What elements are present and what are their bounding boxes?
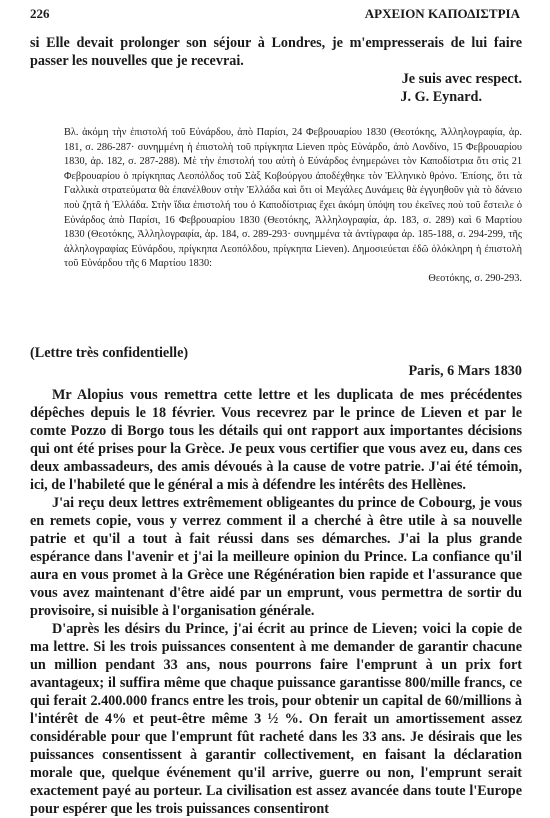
editor-note-source: Θεοτόκης, σ. 290-293. <box>428 272 522 284</box>
letter-paragraph: J'ai reçu deux lettres extrêmement obligeantes du prince de Cobourg, je vous en remets copie, vous y verrez comment il a cherché à être utile à sa nouvelle patrie et qu'il a tout à fait réussi dans ses démarches. J'ai la plus grande espérance dans l'avenir et j'ai la meilleure opinion du Prince. La confiance qu'il aura en vous promet à la Grèce une Régénération bien rapide et l'assurance que vous avez maintenant d'être aidé par un emprunt, vous permettra de sortir du provisoire, si nuisible à l'organisation générale. <box>30 495 522 619</box>
signature: J. G. Eynard. <box>400 89 482 105</box>
letter-heading-block <box>30 344 522 380</box>
closing-formula: Je suis avec respect. <box>401 71 522 87</box>
letter-heading: (Lettre très confidentielle) <box>30 345 189 361</box>
page-number: 226 <box>30 6 50 21</box>
previous-letter-ending <box>30 34 522 106</box>
previous-letter-text: si Elle devait prolonger son séjour à Londres, je m'empresserais de lui faire passer les nouvelles que je recevrai. <box>30 35 522 69</box>
page-header <box>30 6 520 22</box>
editor-note-text: Βλ. ἀκόμη τὴν ἐπιστολή τοῦ Εὐνάρδου, ἀπὸ Παρίσι, 24 Φεβρουαρίου 1830 (Θεοτόκης, Ἀλληλογραφία, ἀρ. 181, σ. 286-287· συνημμένη ἡ ἐπιστολὴ τοῦ πρίγκηπα Lieven πρὸς Εὐνάρδο, ἀπὸ Λονδίνο, 15 Φεβρουαρίου 1830, ἀρ. 182, σ. 287-288). Μὲ τὴν ἐπιστολή του αὐτὴ ὁ Εὐνάρδος ἐνημερώνει τὸν Καποδίστρια ὅτι στὶς 21 Φεβρουαρίου ὁ πρίγκηπας Λεοπόλδος τοῦ Σὰξ Κοβούργου ἀποδέχθηκε τὸν Ἑλληνικὸ θρόνο. Ἐπίσης, ὅτι τὰ Γαλλικὰ στρατεύματα θὰ ἐπανέλθουν στὴν Ἑλλάδα καὶ ὅτι οἱ Μεγάλες Δυνάμεις θὰ ἐγγυηθοῦν γιὰ τὸ δάνειο ποὺ ζητᾶ ἡ Ἑλλάδα. Στὴν ἴδια ἐπιστολή του ὁ Καποδίστριας ἔχει ἀκόμη ὑπόψη του ἐκεῖνες ποὺ τοῦ ἔστειλε ὁ Εὐνάρδος ἀπὸ Παρίσι, 16 Φεβρουαρίου 1830 (Θεοτόκης, Ἀλληλογραφία, ἀρ. 183, σ. 289) καὶ 6 Μαρτίου 1830 (Θεοτόκης, Ἀλληλογραφία, ἀρ. 184, σ. 289-293· συνημμένα τὰ ἀντίγραφα ἀρ. 185-188, σ. 294-299, τῆς ἀλληλογραφίας Εὐνάρδου, πρίγκηπα Λεοπόλδου, πρίγκηπα Lieven). Δημοσιεύεται ἐδῶ ὁλόκληρη ἡ ἐπιστολὴ τοῦ Εὐνάρδου τῆς 6 Μαρτίου 1830: <box>64 127 522 270</box>
letter-paragraph: D'après les désirs du Prince, j'ai écrit au prince de Lieven; voici la copie de ma lettre. Si les trois puissances consentent à me demander de garantir chacune un million pendant 33 ans, nous pourrons faire l'emprunt à un prix fort avantageux; il suffira même que chaque puissance garantisse 800/mille francs, ce qui ferait 2.400.000 francs entre les trois, pour obtenir un capital de 60/millions à l'intérêt de 4% et peut-être même 3 ½ %. On ferait un amortissement assez considérable pour que l'emprunt fût racheté dans les 33 ans. Je désirais que les puissances consentissent à garantir collectivement, en faisant la déclaration morale que, quelque événement qu'il arrive, guerre ou non, l'emprunt serait exactement payé au porteur. La civilisation est assez avancée dans toute l'Europe pour espérer que les trois puissances consentiront <box>30 621 522 817</box>
letter-place-date: Paris, 6 Mars 1830 <box>408 363 522 379</box>
running-title: ΑΡΧΕΙΟΝ ΚΑΠΟΔΙΣΤΡΙΑ <box>364 6 520 21</box>
letter-body <box>30 386 522 818</box>
letter-paragraph: Mr Alopius vous remettra cette lettre et les duplicata de mes précédentes dépêches depuis le 18 février. Vous recevrez par le prince de Lieven et par le comte Pozzo di Borgo tous les détails qui ont rapport aux importantes décisions qui ont été prises pour la Grèce. Je peux vous certifier que vous avez eu, dans ces deux ambassadeurs, des amis dévoués à la cause de votre patrie. J'ai été témoin, ici, de l'habileté que le général a mis à défendre les intérêts des Hellènes. <box>30 387 522 493</box>
editor-note <box>64 126 522 287</box>
